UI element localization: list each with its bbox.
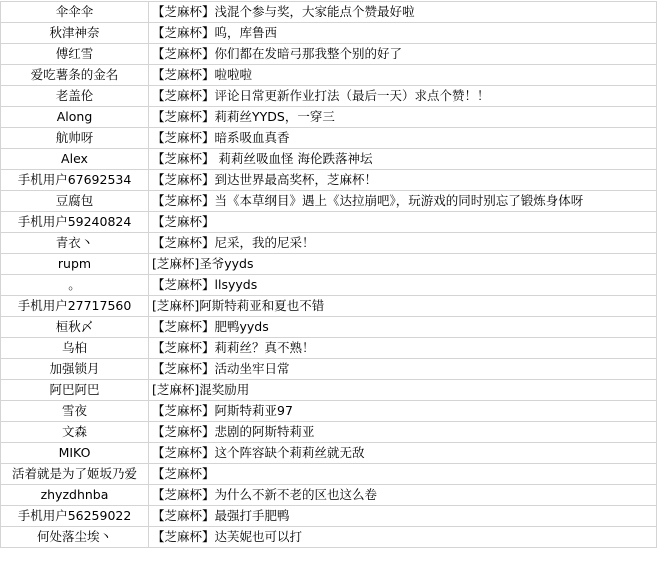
table-row bbox=[1, 191, 657, 212]
table-row bbox=[1, 359, 657, 380]
comment-table-body bbox=[1, 2, 657, 548]
table-row bbox=[1, 401, 657, 422]
user-name-cell: Alex bbox=[1, 149, 149, 170]
user-name-cell: 手机用户27717560 bbox=[1, 296, 149, 317]
table-row bbox=[1, 86, 657, 107]
comment-cell: [芝麻杯]阿斯特莉亚和夏也不错 bbox=[149, 296, 657, 317]
table-row bbox=[1, 212, 657, 233]
comment-cell: 【芝麻杯】尼采，我的尼采！ bbox=[149, 233, 657, 254]
user-name-cell: 活着就是为了姬坂乃爱 bbox=[1, 464, 149, 485]
table-row bbox=[1, 527, 657, 548]
comment-cell: 【芝麻杯】这个阵容缺个莉莉丝就无敌 bbox=[149, 443, 657, 464]
comment-cell: 【芝麻杯】暗系吸血真香 bbox=[149, 128, 657, 149]
comment-cell: 【芝麻杯】 bbox=[149, 464, 657, 485]
table-row bbox=[1, 506, 657, 527]
user-name-cell: zhyzdhnba bbox=[1, 485, 149, 506]
comment-cell: 【芝麻杯】浅混个参与奖，大家能点个赞最好啦 bbox=[149, 2, 657, 23]
user-name-cell: 加强锁月 bbox=[1, 359, 149, 380]
comment-cell: 【芝麻杯】活动坐牢日常 bbox=[149, 359, 657, 380]
user-name-cell: 伞伞伞 bbox=[1, 2, 149, 23]
comment-cell: 【芝麻杯】最强打手肥鸭 bbox=[149, 506, 657, 527]
table-row bbox=[1, 422, 657, 443]
table-row bbox=[1, 44, 657, 65]
comment-cell: 【芝麻杯】达芙妮也可以打 bbox=[149, 527, 657, 548]
user-name-cell: 豆腐包 bbox=[1, 191, 149, 212]
table-row bbox=[1, 233, 657, 254]
comment-cell: [芝麻杯]混奖励用 bbox=[149, 380, 657, 401]
comment-cell: [芝麻杯]圣爷yyds bbox=[149, 254, 657, 275]
table-row bbox=[1, 380, 657, 401]
comment-cell: 【芝麻杯】 莉莉丝吸血怪 海伦跌落神坛 bbox=[149, 149, 657, 170]
table-row bbox=[1, 23, 657, 44]
user-name-cell: 手机用户67692534 bbox=[1, 170, 149, 191]
comment-cell: 【芝麻杯】到达世界最高奖杯，芝麻杯！ bbox=[149, 170, 657, 191]
table-row bbox=[1, 338, 657, 359]
table-row bbox=[1, 296, 657, 317]
comment-cell: 【芝麻杯】 bbox=[149, 212, 657, 233]
table-row bbox=[1, 317, 657, 338]
table-row bbox=[1, 443, 657, 464]
user-name-cell: 乌桕 bbox=[1, 338, 149, 359]
comment-cell: 【芝麻杯】当《本草纲目》遇上《达拉崩吧》，玩游戏的同时别忘了锻炼身体呀 bbox=[149, 191, 657, 212]
table-row bbox=[1, 2, 657, 23]
comment-cell: 【芝麻杯】肥鸭yyds bbox=[149, 317, 657, 338]
user-name-cell: 爱吃薯条的金名 bbox=[1, 65, 149, 86]
user-name-cell: 。 bbox=[1, 275, 149, 296]
user-name-cell: 雪夜 bbox=[1, 401, 149, 422]
user-name-cell: 手机用户56259022 bbox=[1, 506, 149, 527]
comment-cell: 【芝麻杯】llsyyds bbox=[149, 275, 657, 296]
user-name-cell: 航帅呀 bbox=[1, 128, 149, 149]
table-row bbox=[1, 275, 657, 296]
user-name-cell: 文森 bbox=[1, 422, 149, 443]
user-name-cell: 老盖伦 bbox=[1, 86, 149, 107]
comment-cell: 【芝麻杯】阿斯特莉亚97 bbox=[149, 401, 657, 422]
comment-cell: 【芝麻杯】你们都在发暗弓那我整个别的好了 bbox=[149, 44, 657, 65]
table-row bbox=[1, 65, 657, 86]
user-name-cell: 何处落尘埃丶 bbox=[1, 527, 149, 548]
user-name-cell: MIKO bbox=[1, 443, 149, 464]
user-name-cell: 傅红雪 bbox=[1, 44, 149, 65]
comment-cell: 【芝麻杯】呜，库鲁西 bbox=[149, 23, 657, 44]
table-row bbox=[1, 107, 657, 128]
table-row bbox=[1, 464, 657, 485]
user-name-cell: 青衣丶 bbox=[1, 233, 149, 254]
user-name-cell: 秋津神奈 bbox=[1, 23, 149, 44]
user-name-cell: rupm bbox=[1, 254, 149, 275]
table-row bbox=[1, 485, 657, 506]
comment-cell: 【芝麻杯】为什么不新不老的区也这么卷 bbox=[149, 485, 657, 506]
comment-cell: 【芝麻杯】评论日常更新作业打法（最后一天）求点个赞！！ bbox=[149, 86, 657, 107]
comment-table bbox=[0, 1, 657, 548]
comment-cell: 【芝麻杯】莉莉丝YYDS，一穿三 bbox=[149, 107, 657, 128]
table-row bbox=[1, 254, 657, 275]
table-row bbox=[1, 128, 657, 149]
user-name-cell: 手机用户59240824 bbox=[1, 212, 149, 233]
table-row bbox=[1, 170, 657, 191]
user-name-cell: 桓秋〆 bbox=[1, 317, 149, 338]
comment-cell: 【芝麻杯】悲剧的阿斯特莉亚 bbox=[149, 422, 657, 443]
table-row bbox=[1, 149, 657, 170]
user-name-cell: 阿巴阿巴 bbox=[1, 380, 149, 401]
comment-cell: 【芝麻杯】莉莉丝？真不熟！ bbox=[149, 338, 657, 359]
comment-cell: 【芝麻杯】啦啦啦 bbox=[149, 65, 657, 86]
user-name-cell: Along bbox=[1, 107, 149, 128]
